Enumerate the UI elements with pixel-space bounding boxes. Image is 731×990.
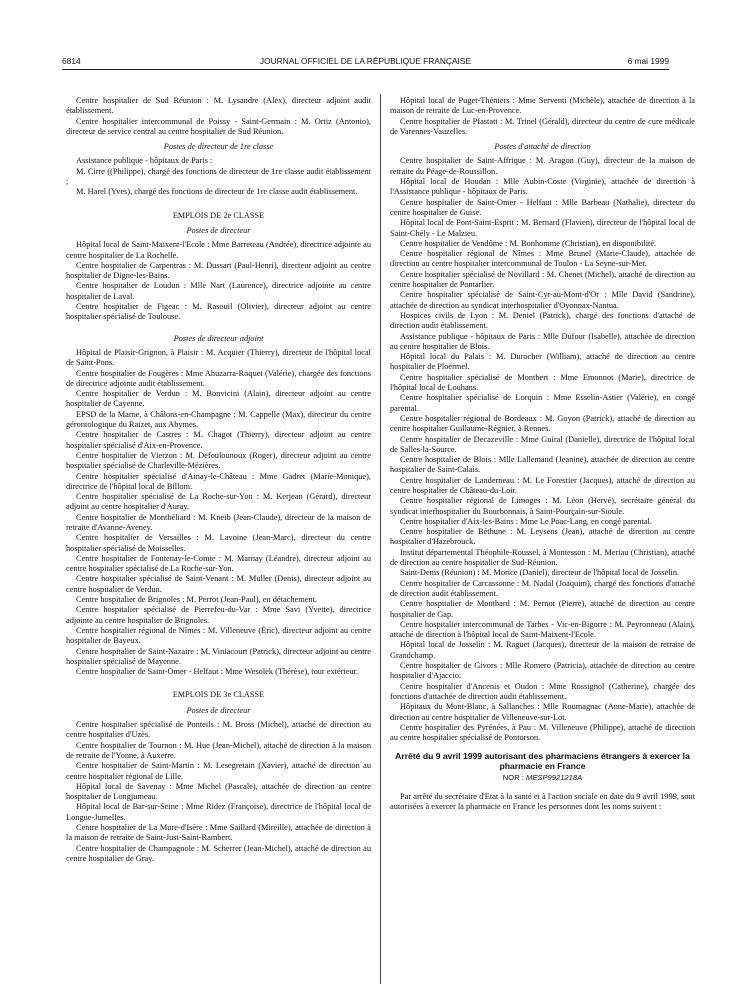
list-item: Hôpital local de Houdan : Mlle Aubin-Coste (Virginie), attachée de direction à l'Assistance publique - hôpitaux de Paris. — [390, 177, 695, 197]
nor-code: MESP9921218A — [526, 773, 583, 783]
list-item: Centre hospitalier de Montbard : M. Pernot (Pierre), attaché de direction au centre hospitalier de Gap. — [390, 599, 695, 619]
list-item: Assistance publique - hôpitaux de Paris : — [76, 156, 213, 166]
list-item: Centre hospitalier de Saint-Omer - Helfaut : Mlle Barbeau (Nathalie), directeur du centre hospitalier de Guise. — [390, 197, 695, 217]
list-item: Centre hospitalier de Saint-Omer - Helfaut : Mme Wesolek (Thérèse), tour extérieur. — [76, 667, 359, 677]
list-item: Institut départemental Théophile-Roussel, à Montesson : M. Meriau (Christian), attaché de direction au centre hospitalier de Sud-Réunion. — [390, 547, 695, 568]
list-item: Centre hospitalier de Vendôme : M. Bonhomme (Christian), en disponibilité. — [400, 238, 657, 248]
list-item: Centre hospitalier spécialisé de Saint-Cyr-au-Mont-d'Or : Mlle David (Sandrine), attachée de direction au syndicat interhospitalier d'Oyonnax-Nantua. — [390, 290, 695, 310]
left-intro-paragraphs — [66, 96, 371, 137]
list-item: Centre hospitalier de Decazeville : Mme Guiral (Danielle), directrice de l'hôpital local de Salles-la-Source. — [390, 434, 695, 454]
list-item: Hôpital local de Saint-Maixent-l'Ecole : Mme Barreteau (Andrée), directrice adjointe au centre hospitalier de La Rochelle. — [66, 240, 371, 260]
list-item: Centre hospitalier spécialisé de La Roche-sur-Yon : M. Kerjean (Gérard), directeur adjoint au centre hospitalier d'Auray. — [66, 492, 371, 512]
right-intro-paragraphs — [390, 96, 695, 137]
arrete-title: Arrêté du 9 avril 1999 autorisant des pharmaciens étrangers à exercer la pharmacie en France — [395, 751, 690, 772]
list-item: M. Cirre ((Philippe), chargé des fonctions de directeur de 1re classe audit établissement ; — [66, 166, 371, 187]
page-header — [62, 56, 669, 68]
list-item: Centre hospitalier de Versailles : M. Lavoine (Jean-Marc), directeur du centre hospitalier spécialisé de Moisselles. — [66, 533, 371, 553]
list-item: Saint-Denis (Réunion) : M. Morice (Daniel), directeur de l'hôpital local de Josselin. — [400, 568, 680, 578]
arrete-body: Par arrêté du secrétaire d'Etat à la santé et à l'action sociale en date du 9 avril 1999, sont autorisées à exercer la pharmacie en France les personnes dont les noms suivent : — [390, 791, 695, 811]
list-item: Centre hospitalier spécialisé de Montbert : Mme Emonnot (Marie), directrice de l'hôpital local de Louhans. — [390, 372, 695, 393]
list-item: Centre hospitalier régional de Nîmes : Mme Brunel (Marie-Claude), attachée de direction au centre hospitalier intercommunal de Toulon - La Seyne-sur-Mer. — [390, 249, 695, 269]
list-item: Centre hospitalier régional de Bordeaux : M. Goyon (Patrick), attaché de direction au centre hospitalier Guillaume-Régnier, à Rennes. — [390, 413, 695, 434]
list-item: Centre hospitalier intercommunal de Tarbes - Vic-en-Bigorre : M. Peyronneau (Alain), attaché de direction à l'hôpital local de Saint-Maixent-l'Ecole. — [390, 619, 695, 640]
list-item: Centre hospitalier spécialisé d'Ainay-le-Château : Mme Gadret (Marie-Monique), directrice de l'hôpital local de Billom. — [66, 471, 371, 491]
list-item: Assistance publique - hôpitaux de Paris : Mlle Dufour (Isabelle), attachée de direction au centre hospitalier de Blois. — [390, 331, 695, 351]
list-item: Centre hospitalier spécialisé de Ponteils : M. Bross (Michel), attaché de direction au centre hospitalier d'Uzès. — [66, 720, 371, 740]
section-heading: EMPLOIS DE 2e CLASSE — [172, 210, 265, 220]
column-divider — [380, 94, 381, 984]
list-item: Centre hospitalier de Saint-Martin : M. Lesegretain (Xavier), attaché de direction au centre hospitalier régional de Lille. — [66, 761, 371, 781]
list-item: Hôpital local de Savenay : Mme Michel (Pascale), attachée de direction au centre hospitalier de Longjumeau. — [66, 781, 371, 802]
list-item: Centre hospitalier de Pfastatt : M. Trinel (Gérald), directeur du centre de cure médicale de Varennes-Vauzelles. — [390, 116, 695, 136]
list-item: Hôpitaux du Mont-Blanc, à Sallanches : Mlle Roumagnac (Anne-Marie), attachée de direction au centre hospitalier de Villeneuve-sur-Lot. — [390, 702, 695, 722]
postes-1ere-list — [66, 156, 371, 197]
list-item: Centre hospitalier de Saint-Nazaire : M. Viniacourt (Patrick), directeur adjoint au centre hospitalier spécialisé de Mayenne. — [66, 646, 371, 666]
list-item: M. Harel (Yves), chargé des fonctions de directeur de 1re classe audit établissement. — [76, 187, 358, 197]
list-item: Centre hospitalier spécialisé de Pierrefeu-du-Var : Mme Savi (Yvette), directrice adjointe au centre hospitalier de Brignoles. — [66, 605, 371, 625]
list-item: Centre hospitalier de Castres : M. Chagot (Thierry), directeur adjoint au centre hospitalier spécialisé d'Aix-en-Provence. — [66, 430, 371, 450]
list-item: Centre hospitalier de Montbéliard : M. Kneib (Jean-Claude), directeur de la maison de retraite d'Avanne-Aveney. — [66, 512, 371, 532]
list-item: Centre hospitalier de Blois : Mlle Lallemand (Jeanine), attachée de direction au centre hospitalier de Saint-Calais. — [390, 455, 695, 475]
list-item: Centre hospitalier de Figeac : M. Rasouil (Olivier), directeur adjoint au centre hospitalier spécialisé de Toulouse. — [66, 302, 371, 322]
list-item: Centre hospitalier de Fougères : Mme Ahuzarra-Roquet (Valérie), chargée des fonctions de directrice adjointe audit établissement. — [66, 368, 371, 388]
list-item: Centre hospitalier spécialisé de Saint-Venant : M. Muller (Denis), directeur adjoint au centre hospitalier de Verdun. — [66, 574, 371, 594]
list-item: Centre hospitalier des Pyrénées, à Pau : M. Villeneuve (Philippe), attaché de direction au centre hospitalier spécialisé de Pontorson. — [390, 722, 695, 743]
section-subheading: Postes de directeur adjoint — [173, 333, 264, 343]
postes-directeur-3e-list — [66, 720, 371, 864]
section-subheading: Postes d'attaché de direction — [494, 142, 591, 152]
list-item: Hôpital de Plaisir-Grignon, à Plaisir : M. Acquier (Thierry), directeur de l'hôpital local de Saint-Pons. — [66, 347, 371, 368]
list-item: Hôpital local de Puget-Théniers : Mme Serventi (Michèle), attachée de direction à la maison de retraite de Luc-en-Provence. — [390, 96, 695, 116]
list-item: EPSD de la Marne, à Châlons-en-Champagne : M. Cappelle (Max), directeur du centre gérontologique du Raizet, aux Abymes. — [66, 409, 371, 430]
journal-title: JOURNAL OFFICIEL DE LA RÉPUBLIQUE FRANÇAISE — [259, 56, 472, 66]
list-item: Centre hospitalier de Champagnole : M. Scherrer (Jean-Michel), attaché de direction au centre hospitalier de Gray. — [66, 843, 371, 863]
section-subheading: Postes de directeur de 1re classe — [163, 142, 274, 152]
list-item: Hôpital local de Bar-sur-Seine : Mme Ridez (Françoise), directrice de l'hôpital local de Longue-Jumelles. — [66, 802, 371, 822]
list-item: Centre hospitalier de Béthune : M. Leysens (Jean), attaché de direction au centre hospitalier d'Hazebrouck. — [390, 527, 695, 547]
list-item: Centre hospitalier de Tournon : M. Hue (Jean-Michel), attaché de direction à la maison de retraite de l'Yonne, à Auxerre. — [66, 740, 371, 760]
list-item: Centre hospitalier d'Aix-les-Bains : Mme Le Poac-Lang, en congé parental. — [400, 516, 652, 526]
section-subheading: Postes de directeur — [186, 705, 251, 715]
list-item: Centre hospitalier de Carpentras : M. Dussart (Paul-Henri), directeur adjoint au centre hospitalier de Digne-les-Bains. — [66, 260, 371, 281]
list-item: Centre hospitalier de Loudun : Mlle Nart (Laurence), directrice adjointe au centre hospitalier de Laval. — [66, 281, 371, 301]
list-item: Centre hospitalier de Brignoles : M. Perrot (Jean-Paul), en détachement. — [76, 595, 317, 605]
list-item: Centre hospitalier de Fontenay-le-Comte : M. Marnay (Léandre), directeur adjoint au centre hospitalier spécialisé de La Roche-sur-Yon. — [66, 553, 371, 574]
list-item: Centre hospitalier de Givors : Mlle Romero (Patricia), attachée de direction au centre hospitalier d'Ajaccio. — [390, 661, 695, 681]
list-item: Centre hospitalier de Landerneau : M. Le Forestier (Jacques), attaché de direction au centre hospitalier de Château-du-Loir. — [390, 475, 695, 495]
list-item: Centre hospitalier régional de Nîmes : M. Villeneuve (Éric), directeur adjoint au centre hospitalier de Bayeux. — [66, 625, 371, 646]
list-item: Hospices civils de Lyon : M. Deniel (Patrick), chargé des fonctions d'attaché de direction audit établissement. — [390, 310, 695, 331]
list-item: Hôpital local du Palais : M. Durocher (William), attaché de direction au centre hospitalier de Ploërmel. — [390, 352, 695, 372]
postes-directeur-2e-list — [66, 240, 371, 322]
header-rule — [62, 69, 669, 70]
list-item: Centre hospitalier de La Mure-d'Isère : Mme Saillard (Mireille), attachée de direction à la maison de retraite de Saint-Just-Saint-Rambert. — [66, 823, 371, 843]
list-item: Centre hospitalier d'Ancenis et Oudon : Mme Rossignol (Catherine), chargée des fonctions d'attachée de direction audit établissement. — [390, 681, 695, 701]
issue-date: 6 mai 1999 — [627, 56, 669, 66]
list-item: Hôpital local de Pont-Saint-Esprit : M. Bernard (Flavien), directeur de l'hôpital local de Saint-Chély - Le Malzieu. — [390, 218, 695, 238]
list-item: Centre hospitalier de Saint-Affrique : M. Aragon (Guy), directeur de la maison de retraite du Péage-de-Roussillon. — [390, 156, 695, 176]
section-subheading: Postes de directeur — [186, 225, 251, 235]
list-item: Centre hospitalier de Sud Réunion : M. Lysandre (Alex), directeur adjoint audit établissement. — [66, 96, 371, 116]
list-item: Centre hospitalier de Verdun : M. Bonvicini (Alain), directeur adjoint au centre hospitalier de Cayenne. — [66, 389, 371, 409]
list-item: Centre hospitalier intercommunal de Poissy - Saint-Germain : M. Ortiz (Antonio), directeur de service central au centre hospitalier de Sud Réunion. — [66, 116, 371, 136]
list-item: Centre hospitalier de Carcassonne : M. Nadal (Joaquim), chargé des fonctions d'attaché de direction audit établissement. — [390, 578, 695, 598]
list-item: Centre hospitalier spécialisé de Novillard : M. Chenet (Michel), attaché de direction au centre hospitalier de Pontarlier. — [390, 269, 695, 290]
list-item: Centre hospitalier spécialisé de Lorquin : Mme Esselin-Astier (Valérie), en congé parental. — [390, 393, 695, 413]
left-column — [66, 96, 371, 864]
list-item: Centre hospitalier de Vierzon : M. Defoulounoux (Roger), directeur adjoint au centre hospitalier spécialisé de Charleville-Mézières. — [66, 450, 371, 471]
section-heading: EMPLOIS DE 3e CLASSE — [172, 690, 265, 700]
postes-adjoint-2e-list — [66, 348, 371, 678]
right-column — [390, 96, 695, 812]
attache-list — [390, 156, 695, 743]
list-item: Hôpital local de Josselin : M. Raguet (Jacques), directeur de la maison de retraite de Grandchamp. — [390, 640, 695, 660]
nor-reference — [390, 773, 695, 783]
nor-label: NOR : — [502, 773, 524, 783]
page-number: 6814 — [62, 56, 81, 66]
list-item: Centre hospitalier régional de Limoges : M. Léon (Hervé), secrétaire général du syndicat interhospitalier du Bourbonnais, à Saint-Pourçain-sur-Sioule. — [390, 496, 695, 516]
